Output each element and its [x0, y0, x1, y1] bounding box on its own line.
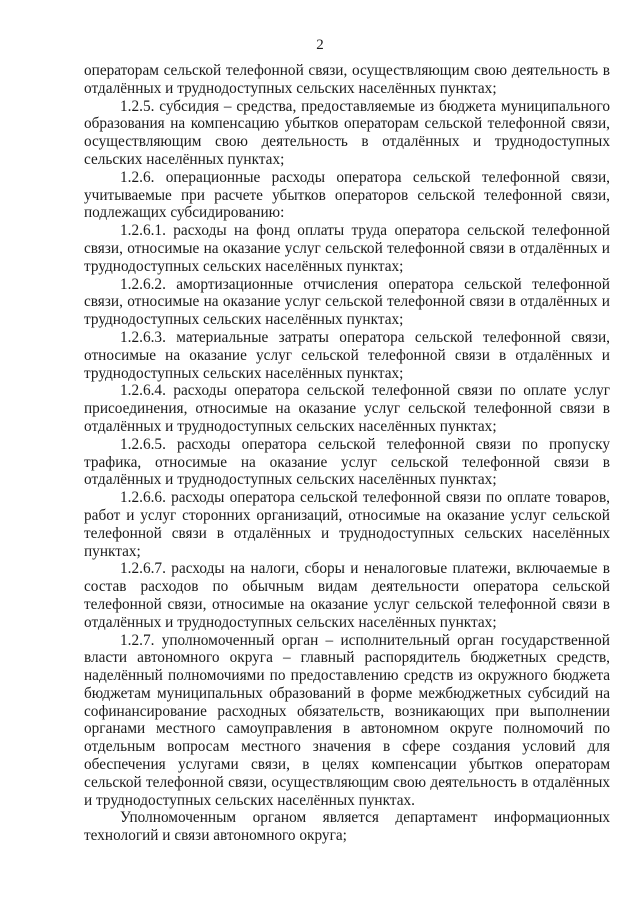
document-body [84, 62, 610, 845]
paragraph-1-2-6-2: 1.2.6.2. амортизационные отчисления оператора сельской телефонной связи, относимые на оказание услуг сельской телефонной связи в отдалённых и труднодоступных сельских населённых пунктах; [84, 275, 610, 329]
paragraph-1-2-6-6: 1.2.6.6. расходы оператора сельской телефонной связи по оплате товаров, работ и услуг сторонних организаций, относимые на оказание услуг сельской телефонной связи в отдалённых и труднодоступных сельских населённых пунктах; [84, 489, 610, 560]
page-number: 2 [316, 37, 324, 53]
paragraph-1-2-6-4: 1.2.6.4. расходы оператора сельской телефонной связи по оплате услуг присоединения, относимые на оказание услуг сельской телефонной связи в отдалённых и труднодоступных сельских населённых пунктах; [84, 382, 610, 435]
paragraph-1-2-5: 1.2.5. субсидия – средства, предоставляемые из бюджета муниципального образования на компенсацию убытков операторам сельской телефонной связи, осуществляющим свою деятельность в отдалённых и труднодоступных сельских населённых пунктах; [84, 97, 610, 168]
paragraph-1-2-6-7: 1.2.6.7. расходы на налоги, сборы и неналоговые платежи, включаемые в состав расходов по обычным видам деятельности оператора сельской телефонной связи, относимые на оказание услуг сельской телефонной связи в отдалённых и труднодоступных сельских населённых пунктах; [84, 560, 610, 631]
paragraph-continuation: операторам сельской телефонной связи, осуществляющим свою деятельность в отдалённых и труднодоступных сельских населённых пунктах; [84, 62, 610, 97]
paragraph-1-2-6: 1.2.6. операционные расходы оператора сельской телефонной связи, учитываемые при расчете убытков операторов сельской телефонной связи, подлежащих субсидированию: [84, 168, 610, 222]
paragraph-1-2-6-1: 1.2.6.1. расходы на фонд оплаты труда оператора сельской телефонной связи, относимые на оказание услуг сельской телефонной связи в отдалённых и труднодоступных сельских населённых пунктах; [84, 222, 610, 275]
paragraph-1-2-6-3: 1.2.6.3. материальные затраты оператора сельской телефонной связи, относимые на оказание услуг сельской телефонной связи в отдалённых и труднодоступных сельских населённых пунктах; [84, 328, 610, 382]
paragraph-1-2-6-5: 1.2.6.5. расходы оператора сельской телефонной связи по пропуску трафика, относимые на оказание услуг сельской телефонной связи в отдалённых и труднодоступных сельских населённых пунктах; [84, 435, 610, 489]
paragraph-1-2-7: 1.2.7. уполномоченный орган – исполнительный орган государственной власти автономного округа – главный распорядитель бюджетных средств, наделённый полномочиями по предоставлению средств из окружного бюджета бюджетам муниципальных образований в форме межбюджетных субсидий на софинансирование расходных обязательств, возникающих при выполнении органами местного самоуправления в автономном округе полномочий по отдельным вопросам местного значения в сфере создания условий для обеспечения услугами связи, в целях компенсации убытков операторам сельской телефонной связи, осуществляющим свою деятельность в отдалённых и труднодоступных сельских населённых пунктах. [84, 631, 610, 809]
paragraph-authorized-body: Уполномоченным органом является департамент информационных технологий и связи автономного округа; [84, 809, 610, 845]
